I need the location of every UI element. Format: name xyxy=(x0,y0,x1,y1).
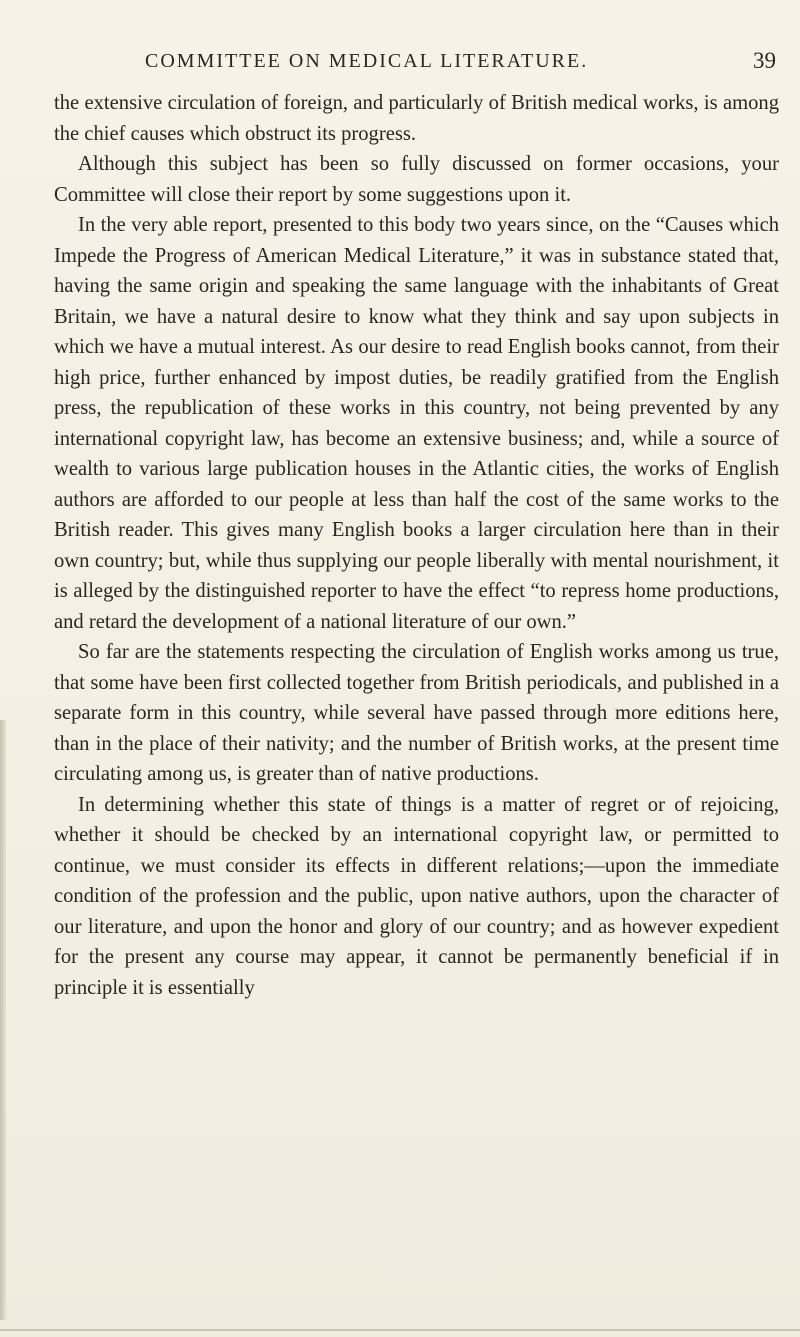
paragraph-continuation: the extensive circulation of foreign, and particularly of British medical works, is among the chief causes which obstruct its progress. xyxy=(54,92,779,145)
paragraph: In the very able report, presented to this body two years since, on the “Causes which Impede the Progress of American Medical Literature,” it was in substance stated that, having the same origin and speaking the same language with the inhabitants of Great Britain, we have a natural desire to know what they think and say upon subjects in which we have a mutual interest. As our desire to read English books cannot, from their high price, further enhanced by impost duties, be readily gratified from the English press, the republication of these works in this country, not being prevented by any international copyright law, has become an extensive business; and, while a source of wealth to various large publication houses in the Atlantic cities, the works of English authors are afforded to our people at less than half the cost of the same works to the British reader. This gives many English books a larger circulation here than in their own country; but, while thus supplying our people liberally with mental nourishment, it is alleged by the distinguished reporter to have the effect “to repress home productions, and retard the development of a national literature of our own.” xyxy=(54,214,779,633)
running-title: COMMITTEE ON MEDICAL LITERATURE. xyxy=(145,50,589,72)
paragraph: In determining whether this state of things is a matter of regret or of rejoicing, whether it should be checked by an international copyright law, or permitted to continue, we must consider its effects in different relations;—upon the immediate condition of the profession and the public, upon native authors, upon the character of our literature, and upon the honor and glory of our country; and as however expedient for the present any course may appear, it cannot be permanently beneficial if in principle it is essentially xyxy=(54,793,779,999)
body-text xyxy=(54,88,779,1003)
paragraph: So far are the statements respecting the circulation of English works among us true, that some have been first collected together from British periodicals, and published in a separate form in this country, while several have passed through more editions here, than in the place of their nativity; and the number of British works, at the present time circulating among us, is greater than of native productions. xyxy=(54,641,779,785)
page-number: 39 xyxy=(753,48,776,73)
paragraph: Although this subject has been so fully discussed on former occasions, your Committee will close their report by some suggestions upon it. xyxy=(54,153,779,206)
page-binding-edge xyxy=(0,720,6,1320)
page-bottom-edge xyxy=(0,1329,800,1331)
running-head xyxy=(145,50,776,80)
